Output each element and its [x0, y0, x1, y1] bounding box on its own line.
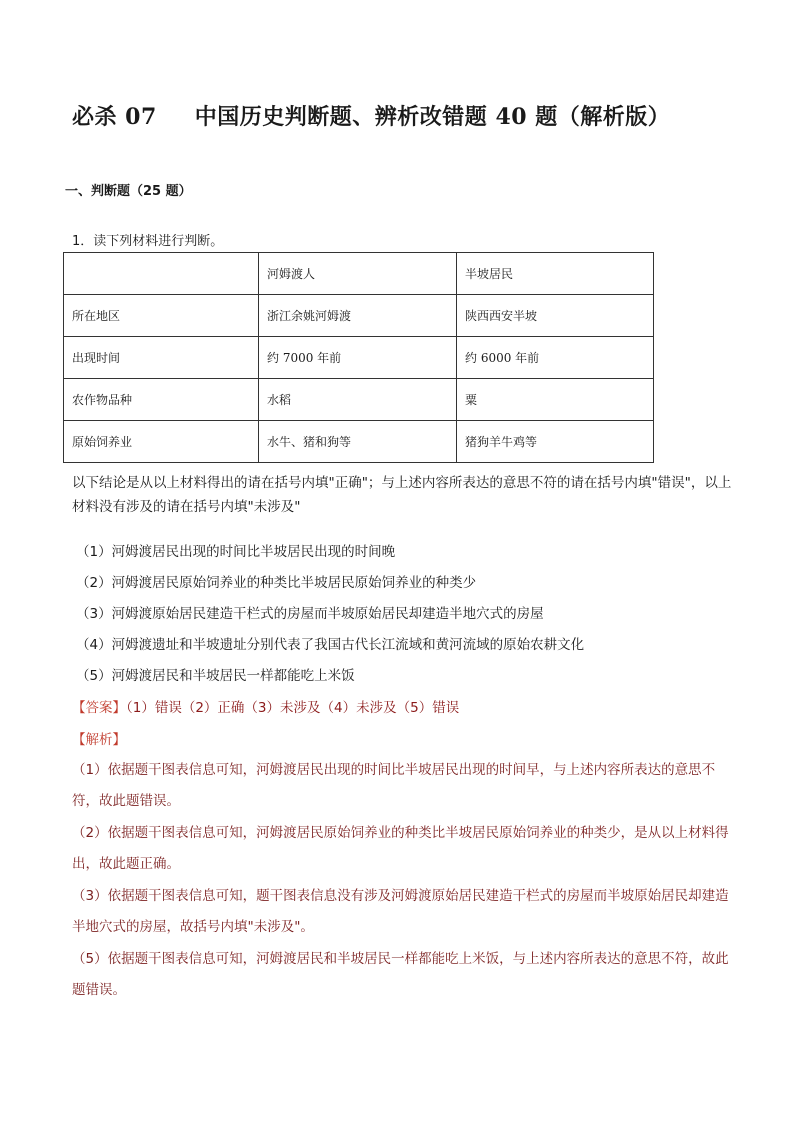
analysis-paragraph: （2）依据题干图表信息可知，河姆渡居民原始饲养业的种类比半坡居民原始饲养业的种类少，是从以上材料得出，故此题正确。: [72, 825, 729, 872]
table-cell: 约 7000 年前: [259, 337, 457, 379]
table-cell: 水牛、猪和狗等: [259, 421, 457, 463]
table-header-row: [64, 253, 654, 295]
table-row: [64, 421, 654, 463]
table-cell: 约 6000 年前: [457, 337, 654, 379]
statement-item: （3）河姆渡原始居民建造干栏式的房屋而半坡原始居民却建造半地穴式的房屋: [76, 606, 544, 622]
table-header-cell: 河姆渡人: [259, 253, 457, 295]
statement-item: （4）河姆渡遗址和半坡遗址分别代表了我国古代长江流域和黄河流域的原始农耕文化: [76, 637, 585, 653]
table-header-cell: 半坡居民: [457, 253, 654, 295]
answer-text: （1）错误（2）正确（3）未涉及（4）未涉及（5）错误: [126, 700, 460, 716]
table-cell: 猪狗羊牛鸡等: [457, 421, 654, 463]
title-text: 中国历史判断题、辨析改错题 40 题（解析版）: [194, 104, 671, 130]
analysis-label: 【解析】: [72, 732, 126, 748]
comparison-table: [63, 252, 654, 463]
instruction-text: 以下结论是从以上材料得出的请在括号内填"正确"；与上述内容所表达的意思不符的请在括号内填"错误"，以上材料没有涉及的请在括号内填"未涉及": [72, 475, 732, 515]
question-stem: 1．读下列材料进行判断。: [72, 234, 224, 249]
table-cell: 农作物品种: [64, 379, 259, 421]
title-number: 必杀 07: [72, 104, 157, 130]
analysis-paragraph: （5）依据题干图表信息可知，河姆渡居民和半坡居民一样都能吃上米饭，与上述内容所表达的意思不符，故此题错误。: [72, 951, 729, 998]
table-cell: 粟: [457, 379, 654, 421]
statement-item: （2）河姆渡居民原始饲养业的种类比半坡居民原始饲养业的种类少: [76, 575, 477, 591]
statement-item: （1）河姆渡居民出现的时间比半坡居民出现的时间晚: [76, 544, 396, 560]
table-cell: 出现时间: [64, 337, 259, 379]
table-cell: 浙江余姚河姆渡: [259, 295, 457, 337]
table-cell: 陕西西安半坡: [457, 295, 654, 337]
table-cell: [64, 253, 259, 295]
document-title: [72, 100, 670, 131]
table-cell: 水稻: [259, 379, 457, 421]
table-cell: 所在地区: [64, 295, 259, 337]
answer-line: [72, 696, 459, 716]
section-heading: 一、判断题（25 题）: [65, 184, 192, 199]
table-row: [64, 379, 654, 421]
table-row: [64, 337, 654, 379]
table-row: [64, 295, 654, 337]
table-cell: 原始饲养业: [64, 421, 259, 463]
analysis-paragraph: （1）依据题干图表信息可知，河姆渡居民出现的时间比半坡居民出现的时间早，与上述内容所表达的意思不符，故此题错误。: [72, 762, 716, 809]
analysis-paragraph: （3）依据题干图表信息可知，题干图表信息没有涉及河姆渡原始居民建造干栏式的房屋而半坡原始居民却建造半地穴式的房屋，故括号内填"未涉及"。: [72, 888, 729, 935]
statement-item: （5）河姆渡居民和半坡居民一样都能吃上米饭: [76, 668, 355, 684]
answer-label: 【答案】: [72, 700, 126, 716]
